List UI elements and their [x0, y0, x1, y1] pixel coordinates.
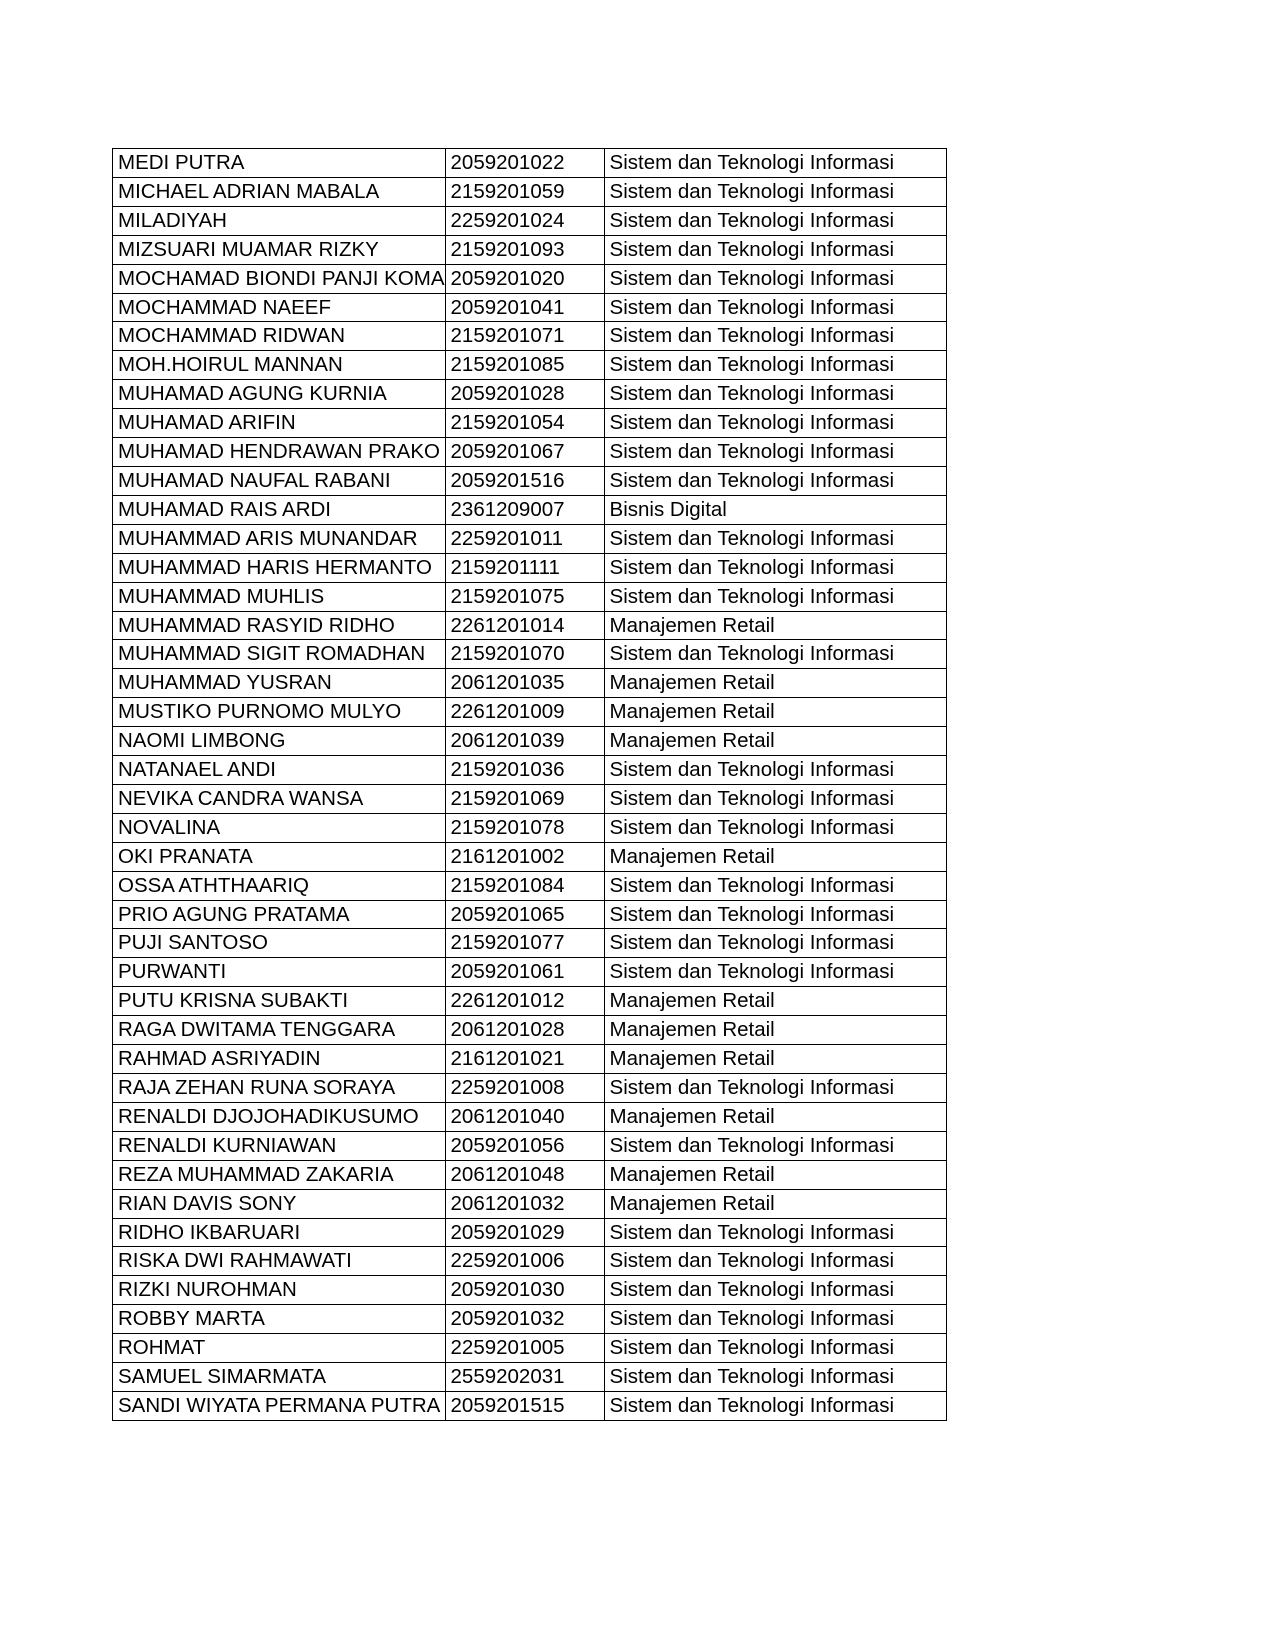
study-program-cell: Manajemen Retail — [604, 1160, 946, 1189]
study-program-cell: Sistem dan Teknologi Informasi — [604, 380, 946, 409]
study-program-cell: Sistem dan Teknologi Informasi — [604, 177, 946, 206]
table-row — [113, 1016, 947, 1045]
student-id-cell: 2061201032 — [445, 1189, 604, 1218]
study-program-cell: Sistem dan Teknologi Informasi — [604, 929, 946, 958]
student-name-cell: RIZKI NUROHMAN — [113, 1276, 446, 1305]
table-row — [113, 987, 947, 1016]
student-id-cell: 2059201065 — [445, 900, 604, 929]
table-row — [113, 1363, 947, 1392]
student-name-cell: MEDI PUTRA — [113, 149, 446, 178]
student-name-cell: MUHAMAD NAUFAL RABANI — [113, 466, 446, 495]
student-id-cell: 2261201009 — [445, 698, 604, 727]
study-program-cell: Sistem dan Teknologi Informasi — [604, 438, 946, 467]
student-id-cell: 2059201516 — [445, 466, 604, 495]
student-name-cell: ROBBY MARTA — [113, 1305, 446, 1334]
study-program-cell: Manajemen Retail — [604, 669, 946, 698]
table-row — [113, 640, 947, 669]
student-id-cell: 2059201029 — [445, 1218, 604, 1247]
student-name-cell: MUHAMAD RAIS ARDI — [113, 495, 446, 524]
student-name-cell: MUSTIKO PURNOMO MULYO — [113, 698, 446, 727]
student-id-cell: 2061201048 — [445, 1160, 604, 1189]
student-name-cell: RAGA DWITAMA TENGGARA — [113, 1016, 446, 1045]
study-program-cell: Bisnis Digital — [604, 495, 946, 524]
study-program-cell: Sistem dan Teknologi Informasi — [604, 1074, 946, 1103]
student-id-cell: 2159201071 — [445, 322, 604, 351]
student-name-cell: RISKA DWI RAHMAWATI — [113, 1247, 446, 1276]
table-row — [113, 149, 947, 178]
study-program-cell: Manajemen Retail — [604, 698, 946, 727]
student-id-cell: 2159201093 — [445, 235, 604, 264]
study-program-cell: Sistem dan Teknologi Informasi — [604, 293, 946, 322]
student-name-cell: OSSA ATHTHAARIQ — [113, 871, 446, 900]
table-row — [113, 438, 947, 467]
study-program-cell: Manajemen Retail — [604, 611, 946, 640]
student-name-cell: REZA MUHAMMAD ZAKARIA — [113, 1160, 446, 1189]
table-row — [113, 929, 947, 958]
student-id-cell: 2059201067 — [445, 438, 604, 467]
table-row — [113, 553, 947, 582]
study-program-cell: Sistem dan Teknologi Informasi — [604, 900, 946, 929]
table-row — [113, 1247, 947, 1276]
table-row — [113, 380, 947, 409]
table-row — [113, 611, 947, 640]
table-row — [113, 1045, 947, 1074]
student-id-cell: 2159201111 — [445, 553, 604, 582]
student-id-cell: 2059201028 — [445, 380, 604, 409]
student-id-cell: 2259201006 — [445, 1247, 604, 1276]
table-row — [113, 669, 947, 698]
study-program-cell: Sistem dan Teknologi Informasi — [604, 553, 946, 582]
student-name-cell: MUHAMMAD YUSRAN — [113, 669, 446, 698]
table-row — [113, 958, 947, 987]
study-program-cell: Sistem dan Teknologi Informasi — [604, 322, 946, 351]
table-row — [113, 1102, 947, 1131]
study-program-cell: Manajemen Retail — [604, 987, 946, 1016]
table-row — [113, 813, 947, 842]
table-row — [113, 1276, 947, 1305]
table-row — [113, 1218, 947, 1247]
study-program-cell: Sistem dan Teknologi Informasi — [604, 871, 946, 900]
student-name-cell: MUHAMMAD MUHLIS — [113, 582, 446, 611]
table-row — [113, 177, 947, 206]
student-id-cell: 2161201002 — [445, 842, 604, 871]
study-program-cell: Sistem dan Teknologi Informasi — [604, 409, 946, 438]
student-name-cell: NEVIKA CANDRA WANSA — [113, 784, 446, 813]
student-id-cell: 2159201036 — [445, 756, 604, 785]
student-id-cell: 2061201040 — [445, 1102, 604, 1131]
student-name-cell: PURWANTI — [113, 958, 446, 987]
study-program-cell: Sistem dan Teknologi Informasi — [604, 235, 946, 264]
student-id-cell: 2059201061 — [445, 958, 604, 987]
student-id-cell: 2161201021 — [445, 1045, 604, 1074]
student-name-cell: NOVALINA — [113, 813, 446, 842]
table-row — [113, 1391, 947, 1420]
study-program-cell: Sistem dan Teknologi Informasi — [604, 351, 946, 380]
table-row — [113, 1334, 947, 1363]
student-id-cell: 2159201085 — [445, 351, 604, 380]
student-id-cell: 2259201005 — [445, 1334, 604, 1363]
student-name-cell: MUHAMMAD ARIS MUNANDAR — [113, 524, 446, 553]
study-program-cell: Sistem dan Teknologi Informasi — [604, 206, 946, 235]
table-row — [113, 293, 947, 322]
study-program-cell: Sistem dan Teknologi Informasi — [604, 582, 946, 611]
student-id-cell: 2559202031 — [445, 1363, 604, 1392]
student-name-cell: MOH.HOIRUL MANNAN — [113, 351, 446, 380]
student-id-cell: 2361209007 — [445, 495, 604, 524]
study-program-cell: Sistem dan Teknologi Informasi — [604, 784, 946, 813]
table-row — [113, 582, 947, 611]
student-name-cell: NAOMI LIMBONG — [113, 727, 446, 756]
student-name-cell: MUHAMMAD SIGIT ROMADHAN — [113, 640, 446, 669]
student-id-cell: 2159201069 — [445, 784, 604, 813]
student-name-cell: RENALDI DJOJOHADIKUSUMO — [113, 1102, 446, 1131]
student-id-cell: 2259201024 — [445, 206, 604, 235]
table-row — [113, 322, 947, 351]
student-id-cell: 2159201077 — [445, 929, 604, 958]
student-name-cell: RIDHO IKBARUARI — [113, 1218, 446, 1247]
study-program-cell: Sistem dan Teknologi Informasi — [604, 1276, 946, 1305]
student-name-cell: MILADIYAH — [113, 206, 446, 235]
table-row — [113, 1160, 947, 1189]
study-program-cell: Manajemen Retail — [604, 842, 946, 871]
student-id-cell: 2159201078 — [445, 813, 604, 842]
table-row — [113, 235, 947, 264]
student-name-cell: OKI PRANATA — [113, 842, 446, 871]
student-id-cell: 2159201054 — [445, 409, 604, 438]
student-id-cell: 2261201014 — [445, 611, 604, 640]
table-row — [113, 351, 947, 380]
student-id-cell: 2059201041 — [445, 293, 604, 322]
table-row — [113, 466, 947, 495]
table-row — [113, 264, 947, 293]
study-program-cell: Sistem dan Teknologi Informasi — [604, 264, 946, 293]
student-name-cell: PUTU KRISNA SUBAKTI — [113, 987, 446, 1016]
table-row — [113, 206, 947, 235]
student-id-cell: 2059201020 — [445, 264, 604, 293]
table-row — [113, 1131, 947, 1160]
table-row — [113, 1074, 947, 1103]
study-program-cell: Manajemen Retail — [604, 1045, 946, 1074]
study-program-cell: Sistem dan Teknologi Informasi — [604, 813, 946, 842]
student-name-cell: MUHAMAD AGUNG KURNIA — [113, 380, 446, 409]
study-program-cell: Sistem dan Teknologi Informasi — [604, 1218, 946, 1247]
table-row — [113, 871, 947, 900]
study-program-cell: Sistem dan Teknologi Informasi — [604, 466, 946, 495]
student-name-cell: MUHAMAD ARIFIN — [113, 409, 446, 438]
student-table-body — [113, 149, 947, 1421]
study-program-cell: Sistem dan Teknologi Informasi — [604, 756, 946, 785]
student-name-cell: MOCHAMMAD RIDWAN — [113, 322, 446, 351]
student-id-cell: 2061201028 — [445, 1016, 604, 1045]
study-program-cell: Sistem dan Teknologi Informasi — [604, 640, 946, 669]
student-name-cell: MOCHAMAD BIONDI PANJI KOMA — [113, 264, 446, 293]
table-row — [113, 784, 947, 813]
student-id-cell: 2061201039 — [445, 727, 604, 756]
student-id-cell: 2159201059 — [445, 177, 604, 206]
study-program-cell: Sistem dan Teknologi Informasi — [604, 1131, 946, 1160]
student-id-cell: 2159201075 — [445, 582, 604, 611]
student-id-cell: 2059201030 — [445, 1276, 604, 1305]
table-row — [113, 756, 947, 785]
table-row — [113, 409, 947, 438]
study-program-cell: Sistem dan Teknologi Informasi — [604, 1247, 946, 1276]
study-program-cell: Manajemen Retail — [604, 1102, 946, 1131]
student-id-cell: 2059201056 — [445, 1131, 604, 1160]
student-id-cell: 2059201022 — [445, 149, 604, 178]
table-row — [113, 698, 947, 727]
student-name-cell: RAHMAD ASRIYADIN — [113, 1045, 446, 1074]
student-name-cell: RENALDI KURNIAWAN — [113, 1131, 446, 1160]
student-name-cell: ROHMAT — [113, 1334, 446, 1363]
table-row — [113, 1305, 947, 1334]
study-program-cell: Sistem dan Teknologi Informasi — [604, 958, 946, 987]
study-program-cell: Manajemen Retail — [604, 1189, 946, 1218]
student-name-cell: PUJI SANTOSO — [113, 929, 446, 958]
student-name-cell: SAMUEL SIMARMATA — [113, 1363, 446, 1392]
student-name-cell: MICHAEL ADRIAN MABALA — [113, 177, 446, 206]
table-row — [113, 900, 947, 929]
student-id-cell: 2159201070 — [445, 640, 604, 669]
student-name-cell: SANDI WIYATA PERMANA PUTRA — [113, 1391, 446, 1420]
student-id-cell: 2059201515 — [445, 1391, 604, 1420]
student-id-cell: 2261201012 — [445, 987, 604, 1016]
study-program-cell: Sistem dan Teknologi Informasi — [604, 1363, 946, 1392]
student-name-cell: MOCHAMMAD NAEEF — [113, 293, 446, 322]
student-id-cell: 2259201011 — [445, 524, 604, 553]
table-row — [113, 727, 947, 756]
student-id-cell: 2059201032 — [445, 1305, 604, 1334]
student-name-cell: PRIO AGUNG PRATAMA — [113, 900, 446, 929]
student-id-cell: 2159201084 — [445, 871, 604, 900]
table-row — [113, 495, 947, 524]
study-program-cell: Manajemen Retail — [604, 1016, 946, 1045]
student-name-cell: RIAN DAVIS SONY — [113, 1189, 446, 1218]
student-name-cell: MUHAMMAD HARIS HERMANTO — [113, 553, 446, 582]
student-name-cell: MIZSUARI MUAMAR RIZKY — [113, 235, 446, 264]
student-table — [112, 148, 947, 1421]
study-program-cell: Manajemen Retail — [604, 727, 946, 756]
study-program-cell: Sistem dan Teknologi Informasi — [604, 149, 946, 178]
study-program-cell: Sistem dan Teknologi Informasi — [604, 1334, 946, 1363]
table-row — [113, 1189, 947, 1218]
study-program-cell: Sistem dan Teknologi Informasi — [604, 1391, 946, 1420]
student-id-cell: 2061201035 — [445, 669, 604, 698]
table-row — [113, 524, 947, 553]
student-id-cell: 2259201008 — [445, 1074, 604, 1103]
study-program-cell: Sistem dan Teknologi Informasi — [604, 1305, 946, 1334]
student-name-cell: MUHAMMAD RASYID RIDHO — [113, 611, 446, 640]
table-row — [113, 842, 947, 871]
student-name-cell: RAJA ZEHAN RUNA SORAYA — [113, 1074, 446, 1103]
study-program-cell: Sistem dan Teknologi Informasi — [604, 524, 946, 553]
student-name-cell: MUHAMAD HENDRAWAN PRAKO — [113, 438, 446, 467]
student-name-cell: NATANAEL ANDI — [113, 756, 446, 785]
